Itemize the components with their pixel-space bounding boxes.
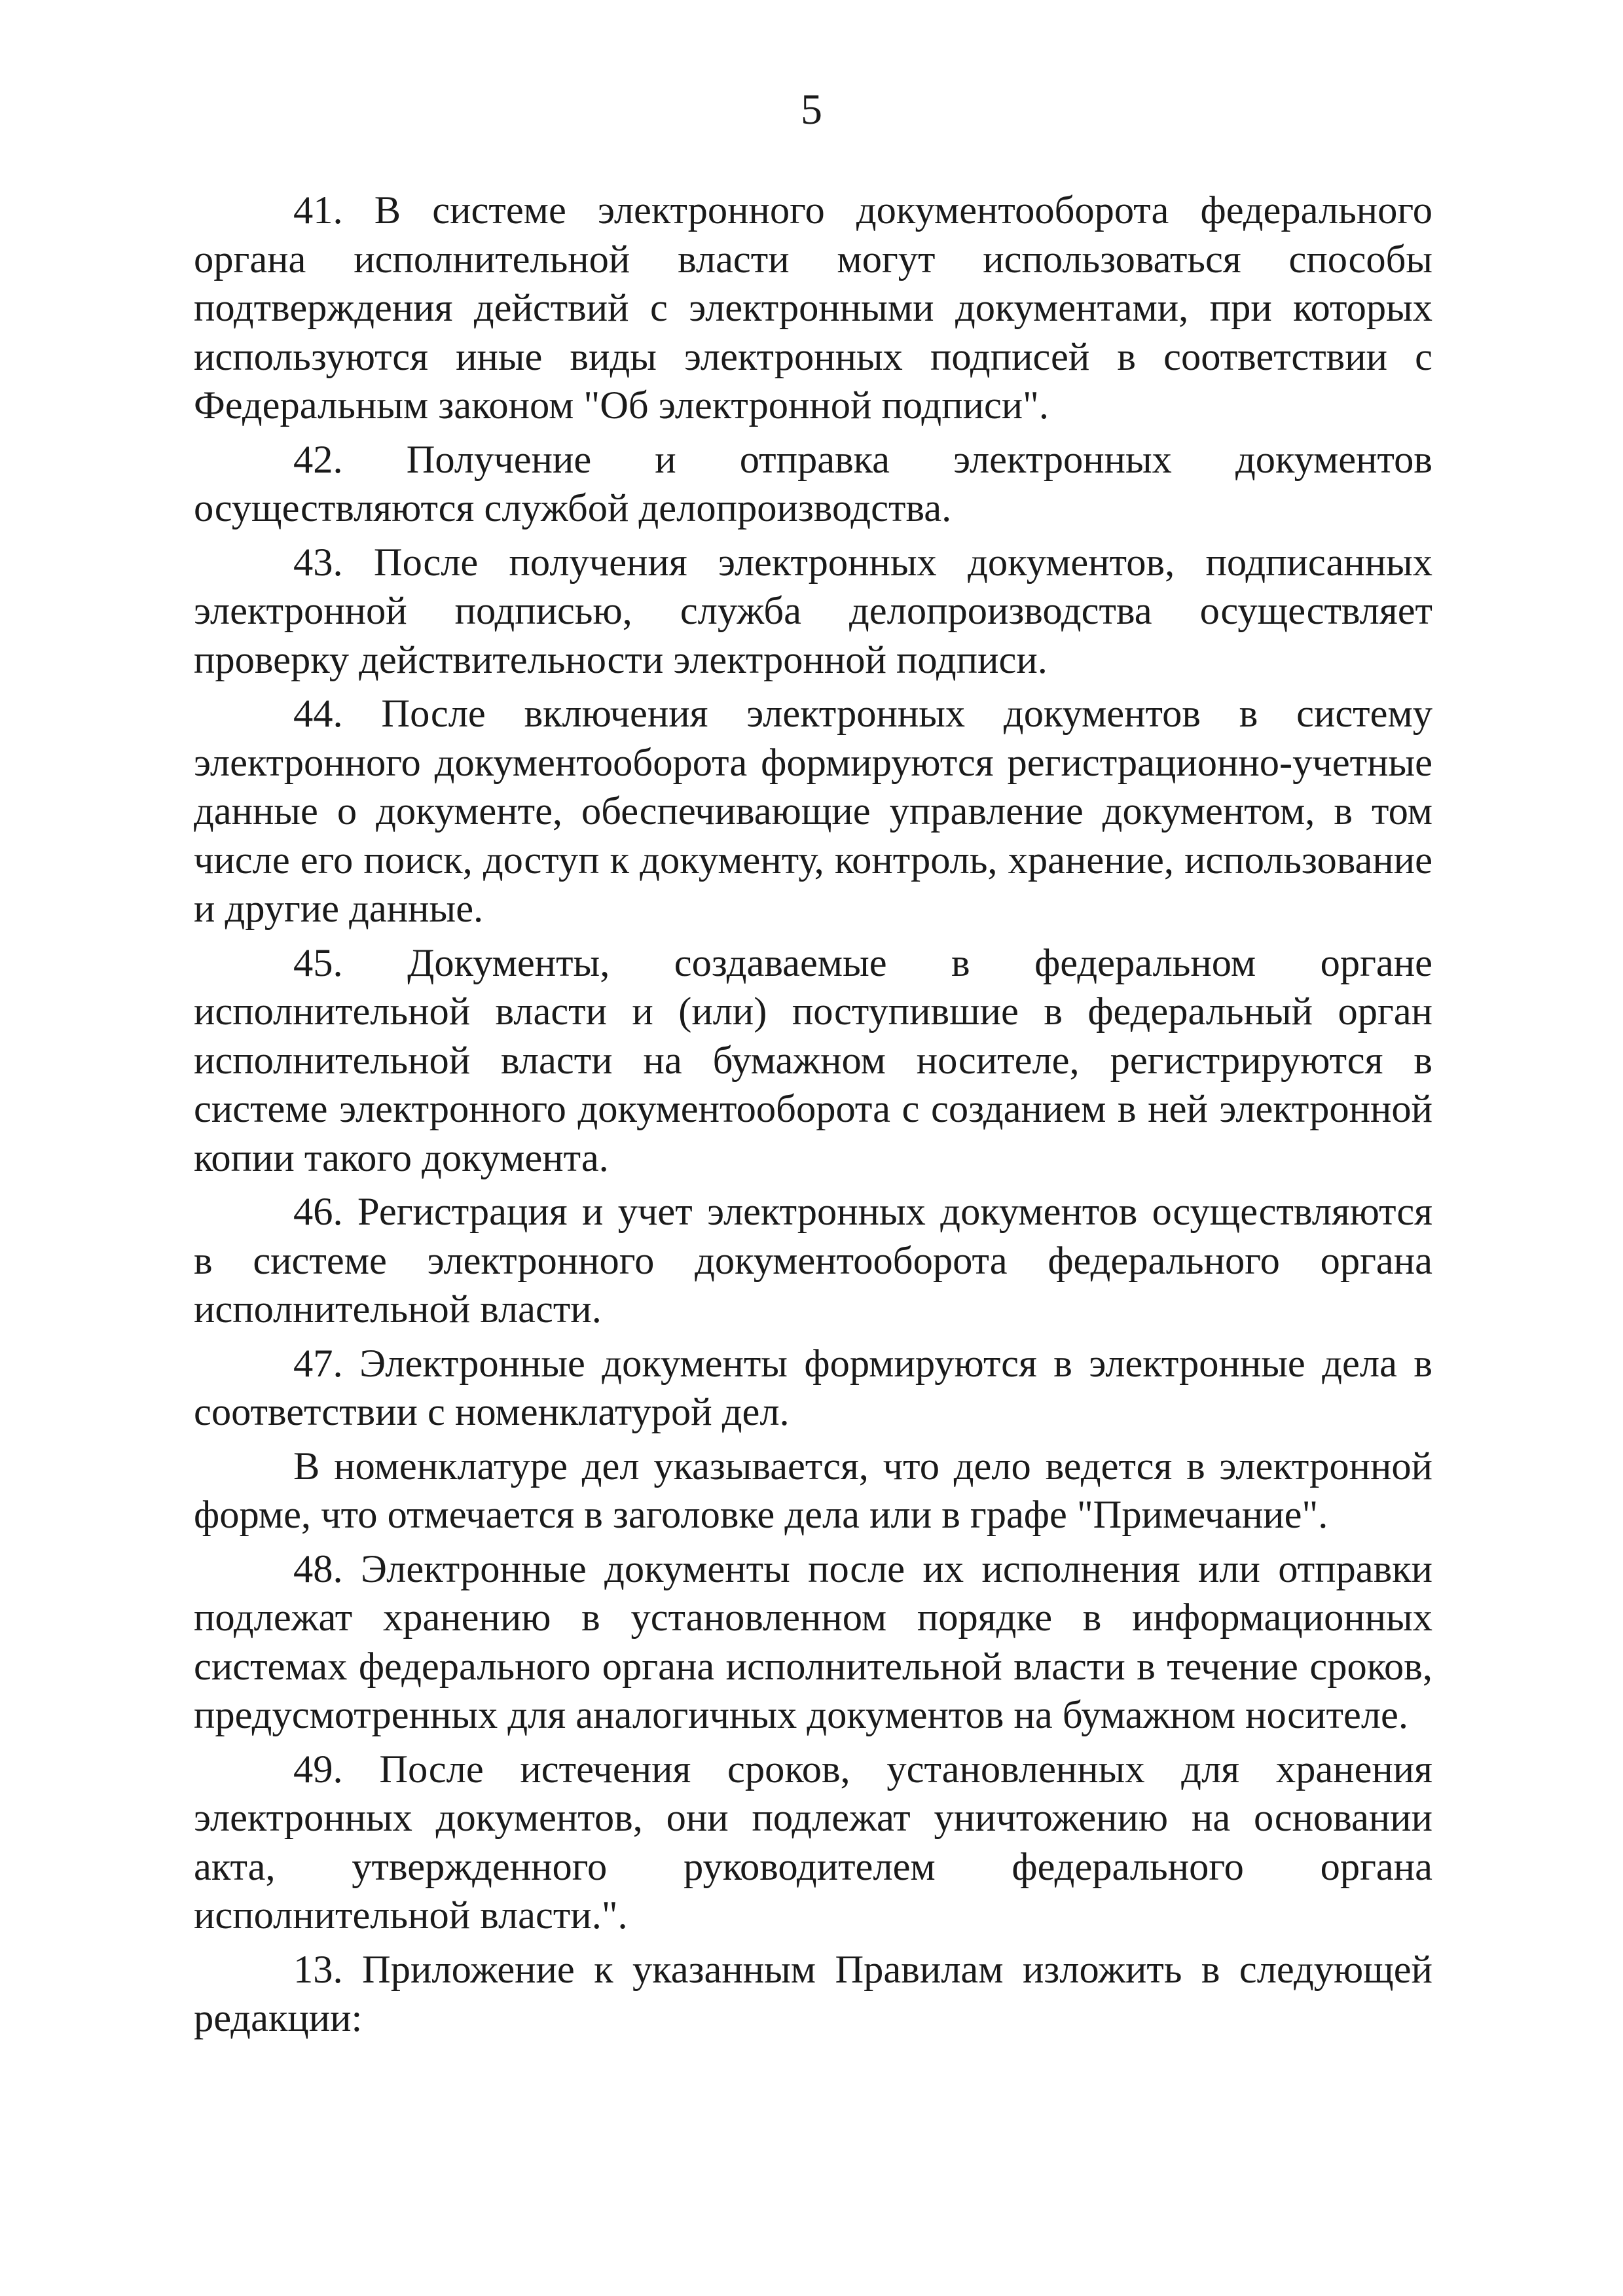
paragraph-44: 44. После включения электронных документов в систему электронного документооборота формируются регистрационно-учетные данные о документе, обеспечивающие управление документом, в том числе его поиск, доступ к документу, контроль, хранение, использование и другие данные.: [194, 692, 1432, 931]
paragraph-47: 47. Электронные документы формируются в электронные дела в соответствии с номенклатурой дел.: [194, 1341, 1432, 1434]
paragraph-46: 46. Регистрация и учет электронных документов осуществляются в системе электронного документооборота федерального органа исполнительной власти.: [194, 1190, 1432, 1331]
paragraph-47-note: В номенклатуре дел указывается, что дело ведется в электронной форме, что отмечается в заголовке дела или в графе "Примечание".: [194, 1444, 1432, 1537]
document-body: [194, 187, 1432, 2049]
paragraph-48: 48. Электронные документы после их исполнения или отправки подлежат хранению в установленном порядке в информационных системах федерального органа исполнительной власти в течение сроков, предусмотренных для аналогичных документов на бумажном носителе.: [194, 1547, 1432, 1737]
paragraph-43: 43. После получения электронных документов, подписанных электронной подписью, служба делопроизводства осуществляет проверку действительности электронной подписи.: [194, 540, 1432, 682]
paragraph-49: 49. После истечения сроков, установленных для хранения электронных документов, они подлежат уничтожению на основании акта, утвержденного руководителем федерального органа исполнительной власти.".: [194, 1747, 1432, 1937]
paragraph-41: 41. В системе электронного документооборота федерального органа исполнительной власти могут использоваться способы подтверждения действий с электронными документами, при которых используются иные виды электронных подписей в соответствии с Федеральным законом "Об электронной подписи".: [194, 188, 1432, 427]
paragraph-13: 13. Приложение к указанным Правилам изложить в следующей редакции:: [194, 1947, 1432, 2040]
paragraph-45: 45. Документы, создаваемые в федеральном органе исполнительной власти и (или) поступившие в федеральный орган исполнительной власти на бумажном носителе, регистрируются в системе электронного документооборота с созданием в ней электронной копии такого документа.: [194, 941, 1432, 1180]
paragraph-42: 42. Получение и отправка электронных документов осуществляются службой делопроизводства.: [194, 437, 1432, 530]
page-number: 5: [801, 86, 822, 134]
